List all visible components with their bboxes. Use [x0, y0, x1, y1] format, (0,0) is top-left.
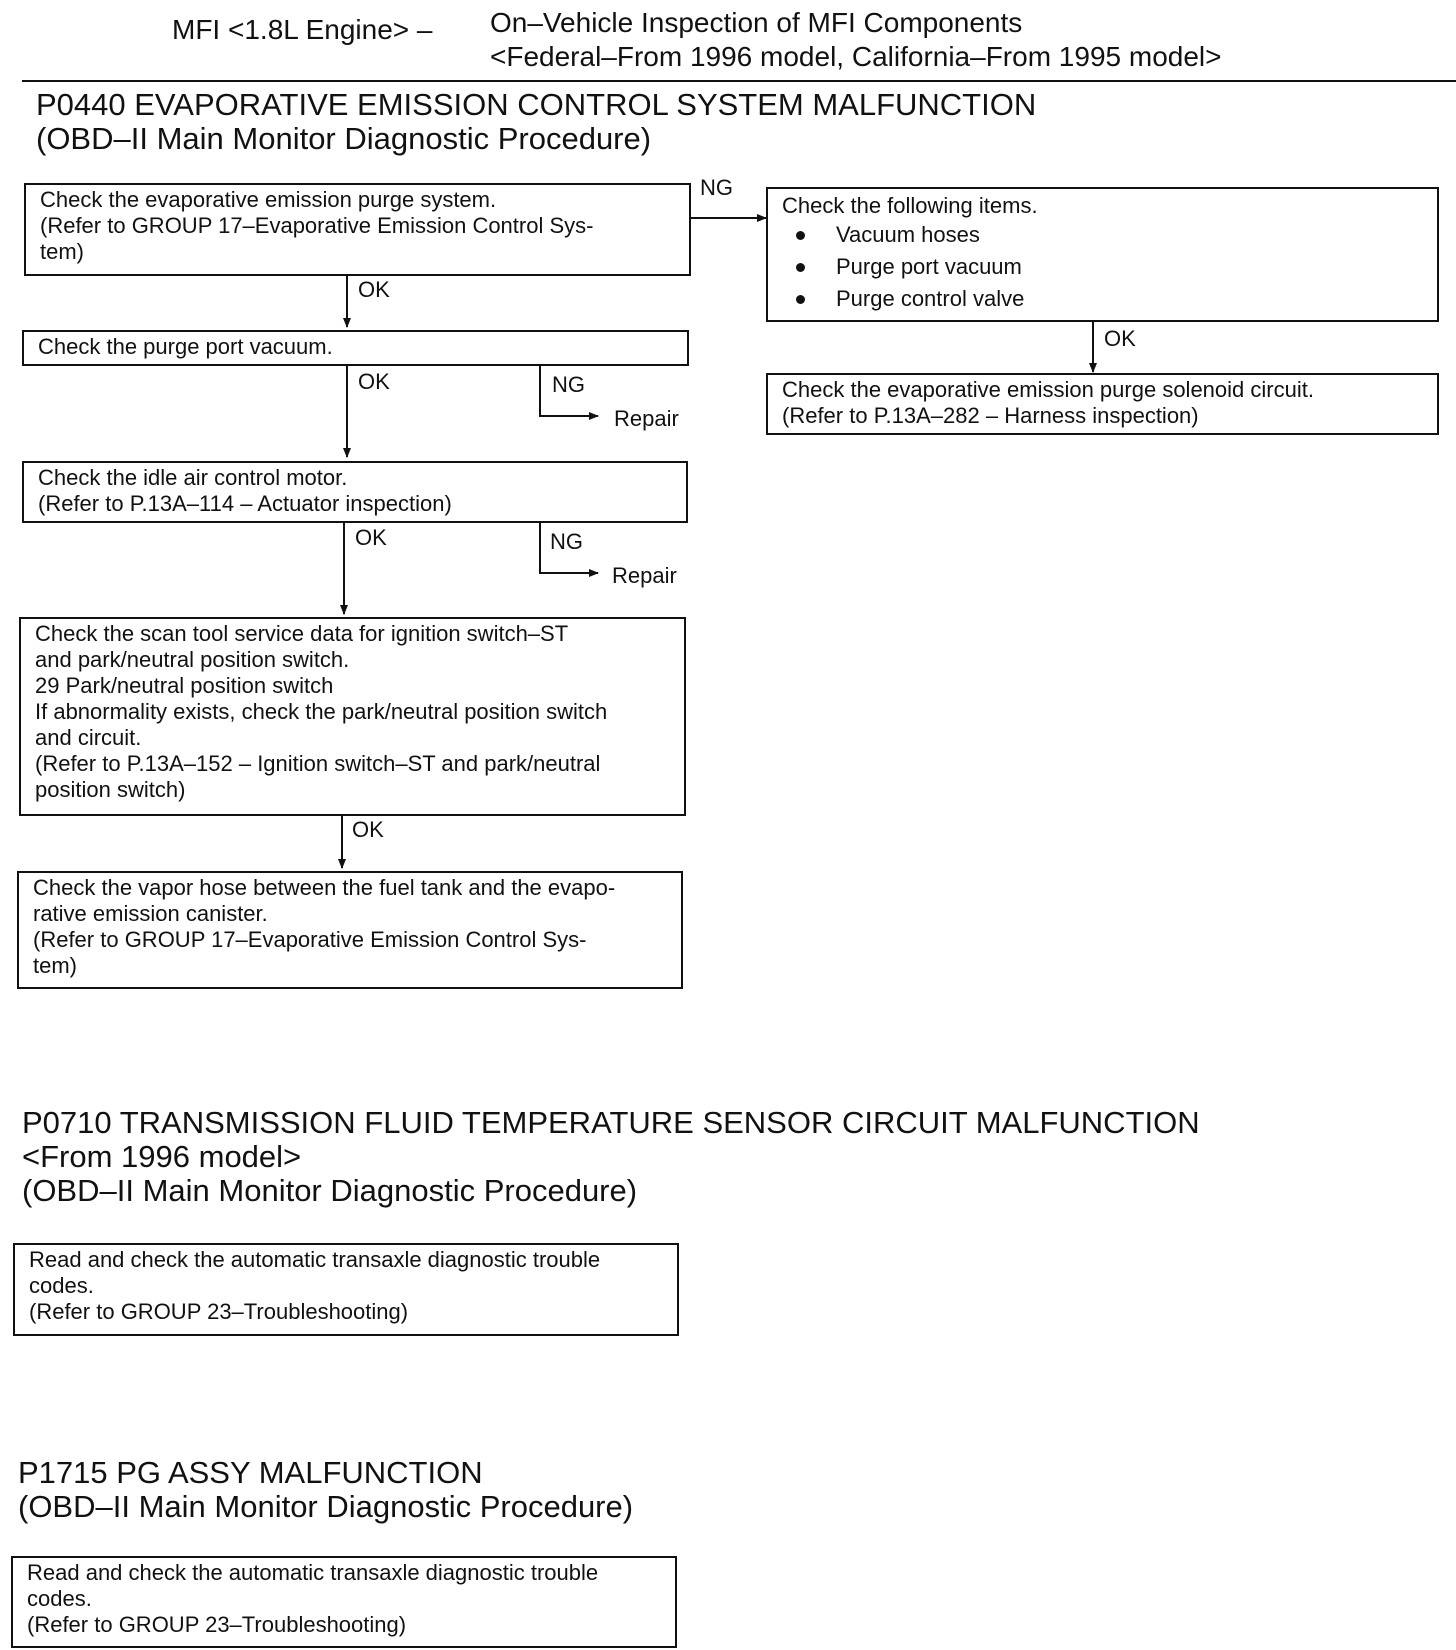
p0440-ng-items-list — [782, 219, 1423, 315]
p0440-step5-box — [17, 871, 683, 989]
p0440-step4-box — [19, 617, 686, 816]
p0440-step1-ng-label: NG — [700, 175, 733, 200]
p1715-title — [18, 1456, 633, 1524]
p0440-step4-line3: 29 Park/neutral position switch — [35, 673, 334, 698]
p0440-step3-ng-label: NG — [550, 529, 583, 554]
p0440-step4-line4: If abnormality exists, check the park/neutral position switch — [35, 699, 608, 724]
p0440-step2-repair-label: Repair — [614, 406, 679, 431]
list-item: Vacuum hoses — [782, 219, 1423, 251]
p0440-step5-line2: rative emission canister. — [33, 901, 268, 926]
p0440-step1-line1: Check the evaporative emission purge system. — [40, 187, 497, 212]
p1715-step1-line1: Read and check the automatic transaxle diagnostic trouble — [27, 1560, 599, 1585]
p0440-ng-ok-label: OK — [1104, 326, 1136, 351]
header-title-line2: <Federal–From 1996 model, California–From 1995 model> — [490, 41, 1222, 72]
p1715-step1-line3: (Refer to GROUP 23–Troubleshooting) — [27, 1612, 407, 1637]
p0440-step2-ok-label: OK — [358, 369, 390, 394]
p0440-step4-line5: and circuit. — [35, 725, 142, 750]
p0440-step4-line6: (Refer to P.13A–152 – Ignition switch–ST and park/neutral — [35, 751, 601, 776]
p0440-step3-ok-label: OK — [355, 525, 387, 550]
p0710-step1-line2: codes. — [29, 1273, 94, 1298]
p1715-step1-box — [11, 1556, 677, 1648]
p1715-step1-line2: codes. — [27, 1586, 92, 1611]
p0440-step5-line1: Check the vapor hose between the fuel tank and the evapo- — [33, 875, 616, 900]
p0440-ng-items-box — [766, 187, 1439, 322]
p0440-step1-box — [24, 183, 691, 276]
p0710-step1-line1: Read and check the automatic transaxle diagnostic trouble — [29, 1247, 601, 1272]
p0440-heading: P0440 EVAPORATIVE EMISSION CONTROL SYSTEM MALFUNCTION — [36, 87, 1037, 122]
p0710-heading: P0710 TRANSMISSION FLUID TEMPERATURE SENSOR CIRCUIT MALFUNCTION — [22, 1105, 1200, 1140]
p0440-ng-next-line2: (Refer to P.13A–282 – Harness inspection) — [782, 403, 1199, 428]
p0440-ng-next-line1: Check the evaporative emission purge solenoid circuit. — [782, 377, 1314, 402]
p0440-step1-line2: (Refer to GROUP 17–Evaporative Emission Control Sys- — [40, 213, 594, 238]
p0440-step5-line3: (Refer to GROUP 17–Evaporative Emission Control Sys- — [33, 927, 587, 952]
p0440-step3-line2: (Refer to P.13A–114 – Actuator inspection) — [38, 491, 452, 516]
p0710-subtitle: (OBD–II Main Monitor Diagnostic Procedure) — [22, 1173, 638, 1208]
p0710-step1-box — [13, 1243, 679, 1336]
p0440-step3-line1: Check the idle air control motor. — [38, 465, 348, 490]
list-item: Purge port vacuum — [782, 251, 1423, 283]
p0440-step5-line4: tem) — [33, 953, 77, 978]
header-section: MFI <1.8L Engine> – — [172, 14, 433, 45]
p0440-step3-box — [22, 461, 688, 523]
p0710-title — [22, 1106, 1200, 1208]
p0710-model: <From 1996 model> — [22, 1139, 302, 1174]
p0440-step4-line1: Check the scan tool service data for ignition switch–ST — [35, 621, 569, 646]
list-item: Purge control valve — [782, 283, 1423, 315]
p1715-subtitle: (OBD–II Main Monitor Diagnostic Procedure) — [18, 1489, 634, 1524]
p0440-step3-repair-label: Repair — [612, 563, 677, 588]
p0440-subtitle: (OBD–II Main Monitor Diagnostic Procedure) — [36, 121, 652, 156]
header-title-line1: On–Vehicle Inspection of MFI Components — [490, 7, 1023, 38]
p1715-heading: P1715 PG ASSY MALFUNCTION — [18, 1455, 483, 1490]
p0440-step4-line7: position switch) — [35, 777, 186, 802]
p0440-step1-ok-label: OK — [358, 277, 390, 302]
p0440-step2-ng-label: NG — [552, 372, 585, 397]
p0440-ng-next-box — [766, 373, 1439, 435]
p0440-step1-line3: tem) — [40, 239, 84, 264]
p0710-step1-line3: (Refer to GROUP 23–Troubleshooting) — [29, 1299, 409, 1324]
p0440-ng-items-heading: Check the following items. — [782, 193, 1038, 218]
p0440-step2-box — [22, 330, 689, 366]
p0440-step4-ok-label: OK — [352, 817, 384, 842]
p0440-step4-line2: and park/neutral position switch. — [35, 647, 350, 672]
p0440-step2-line1: Check the purge port vacuum. — [38, 334, 333, 359]
